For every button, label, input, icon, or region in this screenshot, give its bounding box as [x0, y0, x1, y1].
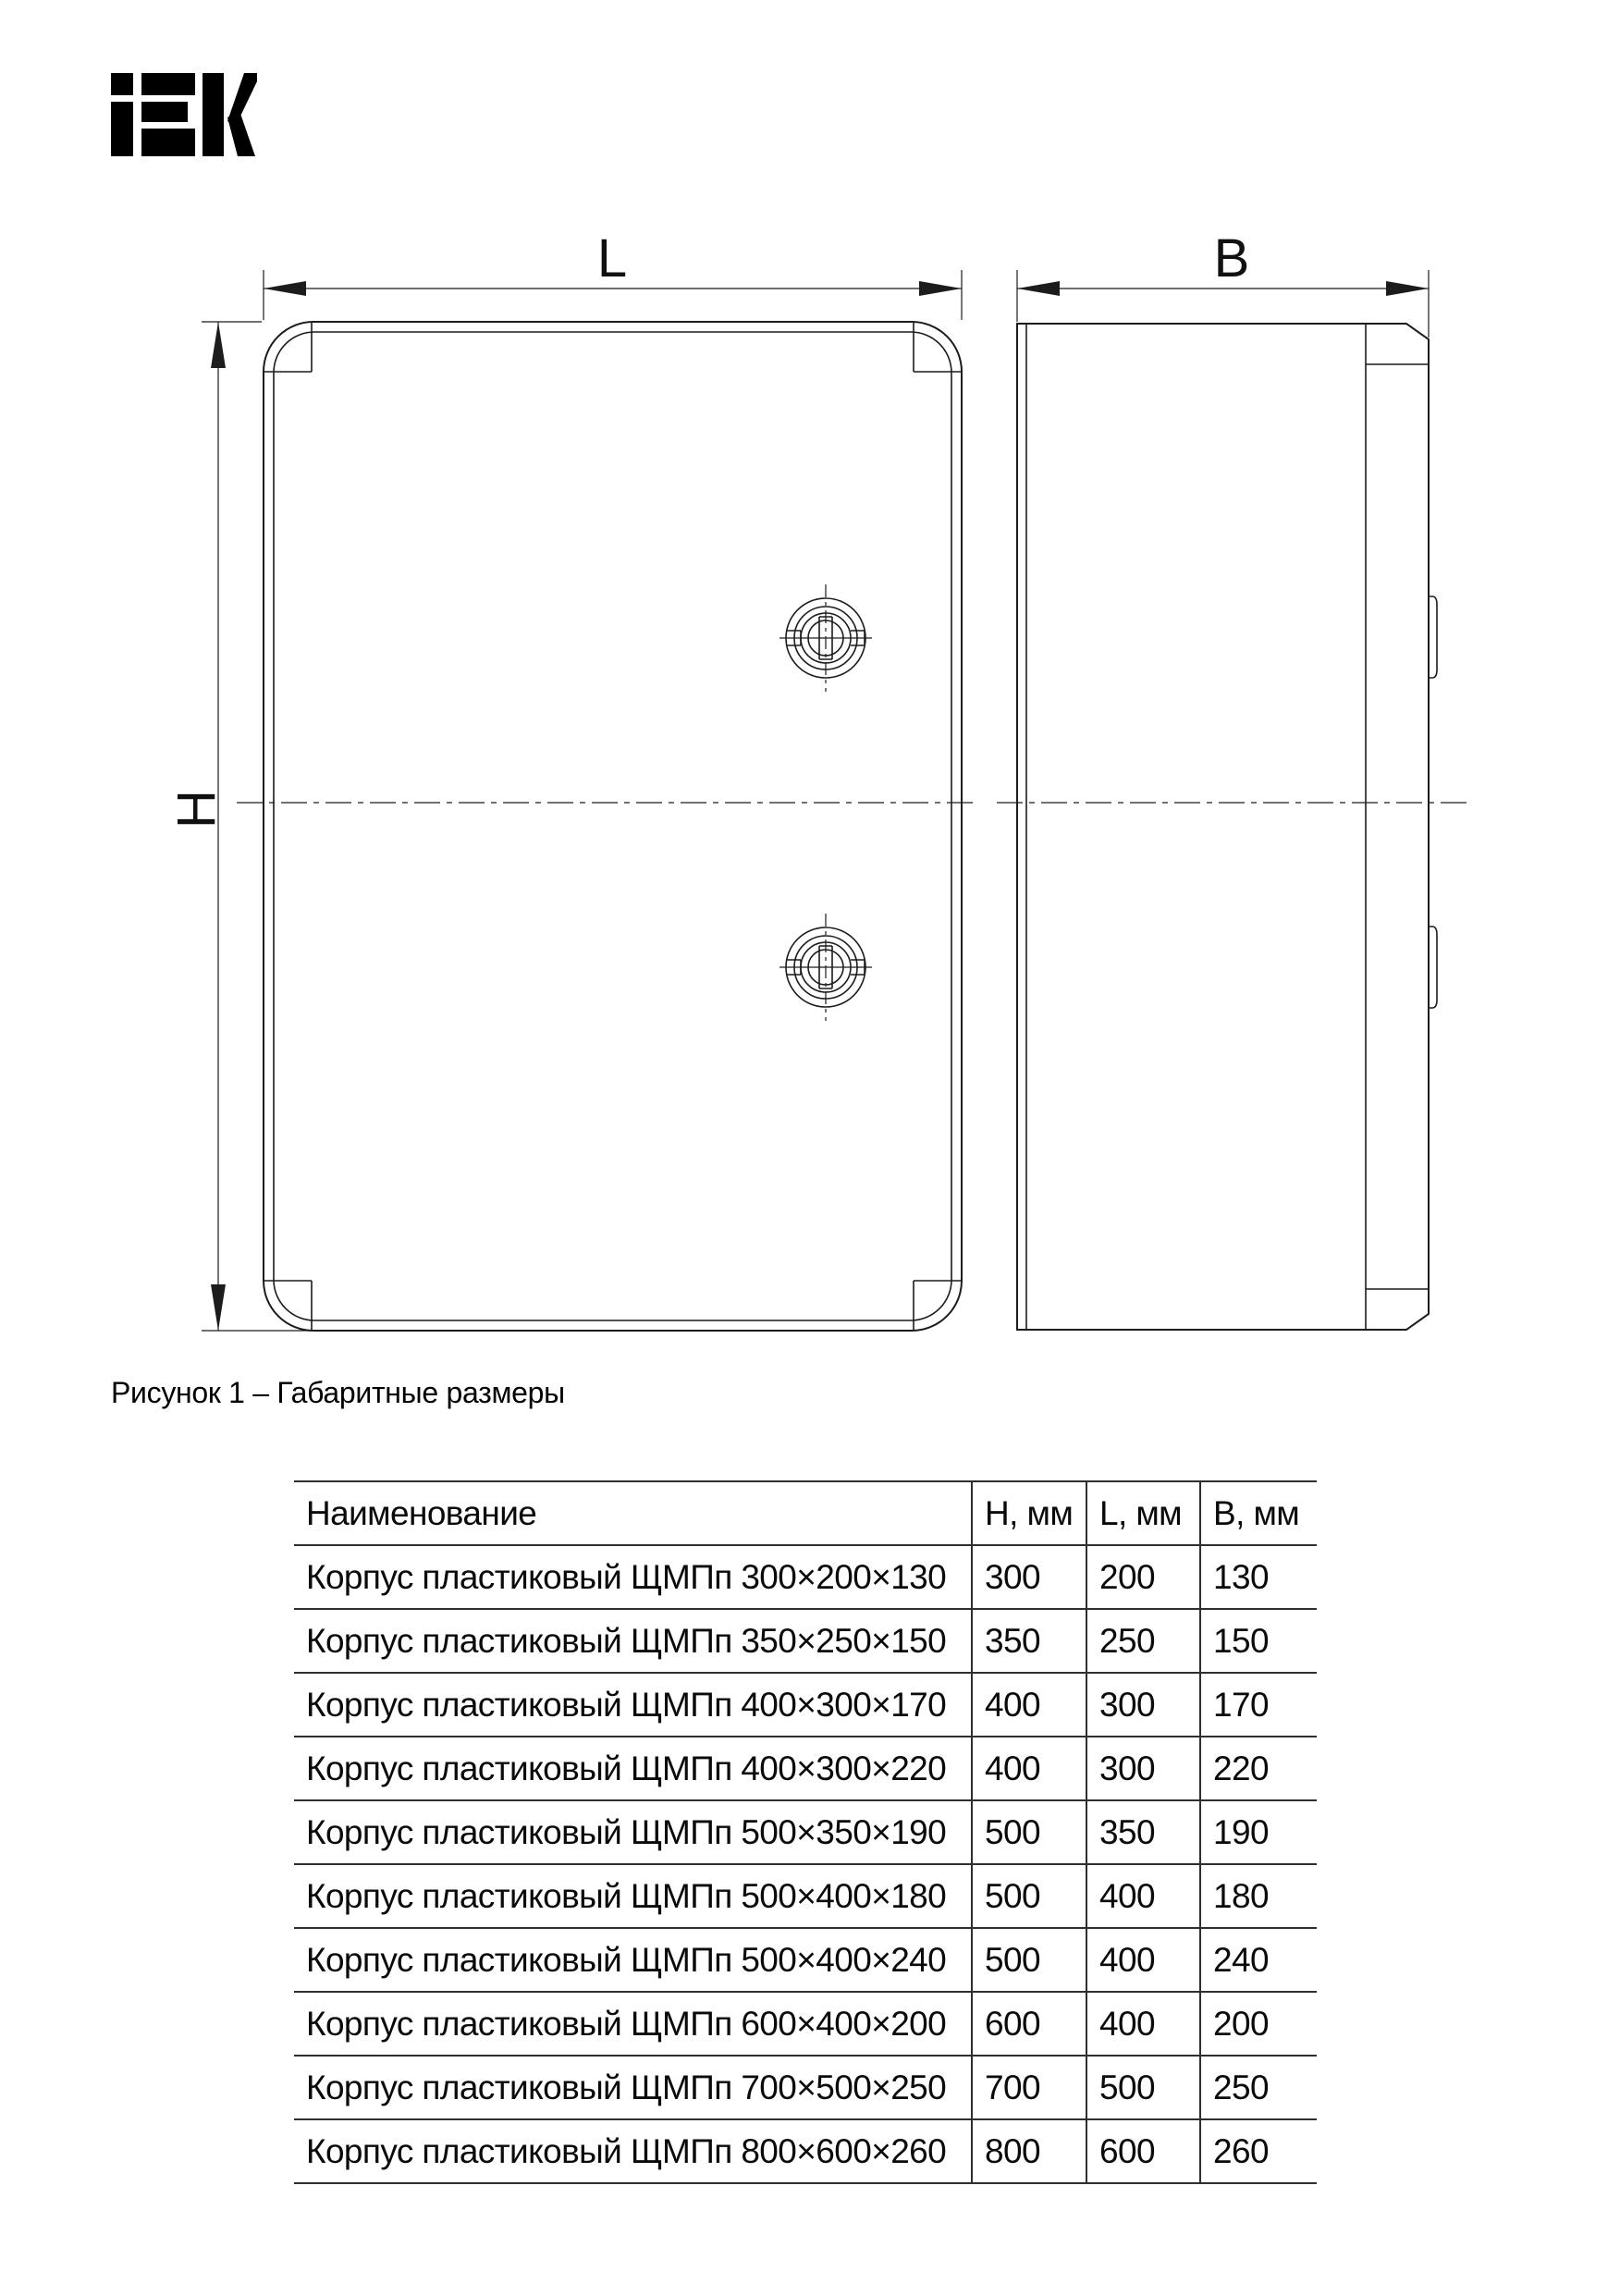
- dimension-value-cell: 400: [1086, 1864, 1200, 1928]
- dimension-value-cell: 500: [972, 1928, 1086, 1992]
- dimension-value-cell: 400: [972, 1673, 1086, 1737]
- table-row: [294, 1737, 1317, 1800]
- dimension-value-cell: 200: [1200, 1992, 1317, 2056]
- col-header-h-mm: Н, мм: [972, 1481, 1086, 1545]
- dimension-value-cell: 130: [1200, 1545, 1317, 1609]
- corner-detail-top-right: [914, 323, 961, 372]
- dimension-value-cell: 500: [1086, 2056, 1200, 2119]
- dimension-value-cell: 350: [1086, 1800, 1200, 1864]
- dimension-value-cell: 300: [1086, 1737, 1200, 1800]
- door-lock-bottom: [779, 914, 872, 1021]
- dimensions-table: [294, 1480, 1317, 2184]
- dimension-value-cell: 180: [1200, 1864, 1317, 1928]
- dimension-value-cell: 240: [1200, 1928, 1317, 1992]
- dimension-value-cell: 600: [972, 1992, 1086, 2056]
- table-row: [294, 1800, 1317, 1864]
- table-row: [294, 2056, 1317, 2119]
- label-length-L: L: [596, 228, 628, 289]
- dimension-value-cell: 170: [1200, 1673, 1317, 1737]
- dimension-value-cell: 400: [1086, 1992, 1200, 2056]
- table-body: [294, 1545, 1317, 2183]
- door-lock-top: [779, 584, 872, 692]
- table-row: [294, 1864, 1317, 1928]
- corner-detail-top-left: [264, 323, 312, 372]
- table-row: [294, 2119, 1317, 2183]
- dimension-value-cell: 300: [1086, 1673, 1200, 1737]
- dimension-value-cell: 600: [1086, 2119, 1200, 2183]
- product-name-cell: Корпус пластиковый ЩМПп 600×400×200: [294, 1992, 972, 2056]
- product-name-cell: Корпус пластиковый ЩМПп 500×400×180: [294, 1864, 972, 1928]
- dimension-value-cell: 400: [1086, 1928, 1200, 1992]
- dimension-value-cell: 350: [972, 1609, 1086, 1673]
- table-row: [294, 1673, 1317, 1737]
- product-name-cell: Корпус пластиковый ЩМПп 300×200×130: [294, 1545, 972, 1609]
- corner-detail-bottom-right: [914, 1281, 961, 1330]
- dimension-value-cell: 150: [1200, 1609, 1317, 1673]
- table-row: [294, 1992, 1317, 2056]
- dimension-value-cell: 500: [972, 1800, 1086, 1864]
- figure-caption: Рисунок 1 – Габаритные размеры: [111, 1376, 565, 1409]
- product-name-cell: Корпус пластиковый ЩМПп 400×300×220: [294, 1737, 972, 1800]
- label-depth-B: B: [1213, 228, 1250, 289]
- product-name-cell: Корпус пластиковый ЩМПп 500×400×240: [294, 1928, 972, 1992]
- product-name-cell: Корпус пластиковый ЩМПп 400×300×170: [294, 1673, 972, 1737]
- front-view: [237, 322, 973, 1331]
- corner-detail-bottom-left: [264, 1281, 312, 1330]
- side-view: [997, 324, 1472, 1330]
- col-header-name: Наименование: [294, 1481, 972, 1545]
- table-header-row: [294, 1481, 1317, 1545]
- label-height-H: H: [166, 790, 227, 829]
- dimension-value-cell: 250: [1200, 2056, 1317, 2119]
- dimension-value-cell: 200: [1086, 1545, 1200, 1609]
- product-name-cell: Корпус пластиковый ЩМПп 350×250×150: [294, 1609, 972, 1673]
- product-name-cell: Корпус пластиковый ЩМПп 700×500×250: [294, 2056, 972, 2119]
- product-name-cell: Корпус пластиковый ЩМПп 500×350×190: [294, 1800, 972, 1864]
- dimension-value-cell: 800: [972, 2119, 1086, 2183]
- table-row: [294, 1928, 1317, 1992]
- col-header-l-mm: L, мм: [1086, 1481, 1200, 1545]
- dimension-value-cell: 400: [972, 1737, 1086, 1800]
- dimension-value-cell: 190: [1200, 1800, 1317, 1864]
- dimension-value-cell: 700: [972, 2056, 1086, 2119]
- table-row: [294, 1609, 1317, 1673]
- dimension-value-cell: 250: [1086, 1609, 1200, 1673]
- dimension-value-cell: 300: [972, 1545, 1086, 1609]
- dimension-value-cell: 260: [1200, 2119, 1317, 2183]
- dimension-value-cell: 500: [972, 1864, 1086, 1928]
- latch-tab-bottom: [1429, 927, 1437, 1008]
- latch-tab-top: [1429, 596, 1437, 678]
- table-row: [294, 1545, 1317, 1609]
- dimension-value-cell: 220: [1200, 1737, 1317, 1800]
- product-name-cell: Корпус пластиковый ЩМПп 800×600×260: [294, 2119, 972, 2183]
- col-header-b-mm: В, мм: [1200, 1481, 1317, 1545]
